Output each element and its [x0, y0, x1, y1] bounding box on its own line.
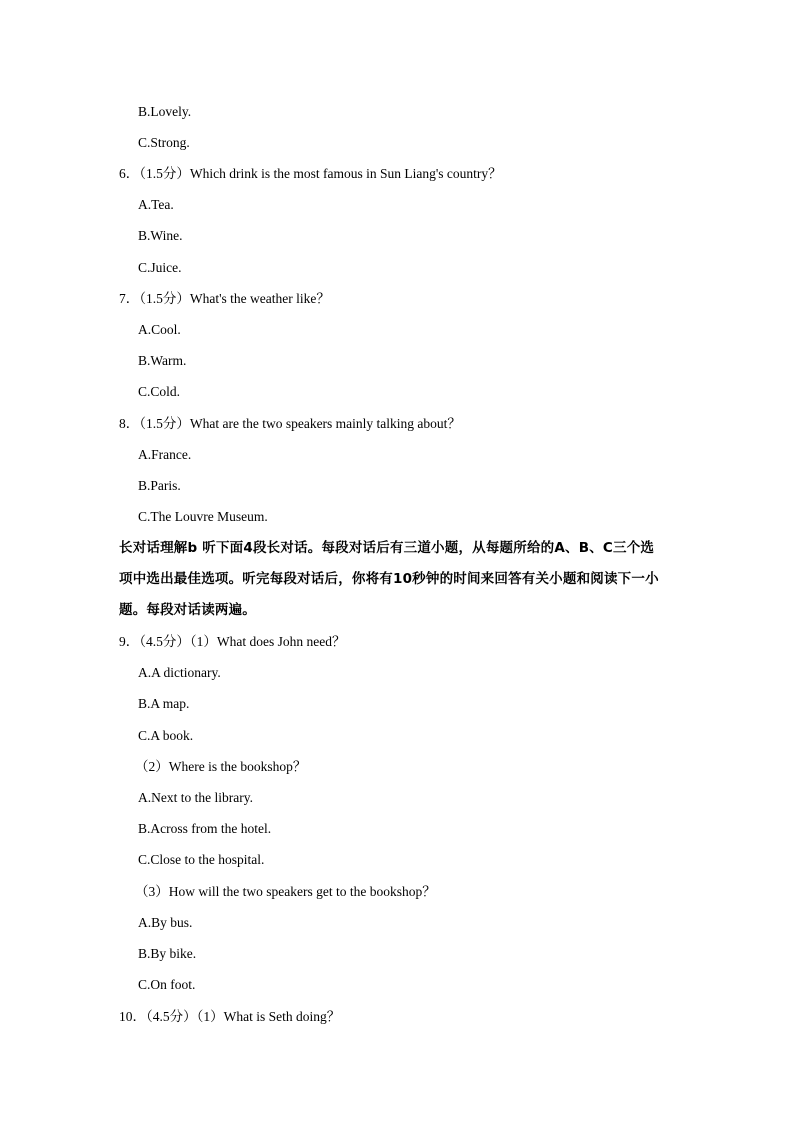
sub-question-text: （2）Where is the bookshop？ — [135, 759, 307, 774]
option-text: B.Warm. — [138, 353, 187, 368]
option-text: A.Next to the library. — [138, 790, 253, 805]
question-text: 7．（1.5分）What's the weather like？ — [119, 291, 330, 306]
option-text: A.Cool. — [138, 322, 181, 337]
option-text: A.By bus. — [138, 915, 193, 930]
option-text: B.Paris. — [138, 478, 181, 493]
option-text: C.Strong. — [138, 135, 190, 150]
option-text: B.A map. — [138, 696, 190, 711]
option-text: C.Close to the hospital. — [138, 852, 265, 867]
question-text: 9．（4.5分）（1）What does John need？ — [119, 634, 346, 649]
option-text: B.Lovely. — [138, 104, 192, 119]
option-text: B.Wine. — [138, 228, 183, 243]
option-text: A.Tea. — [138, 197, 174, 212]
option-text: C.The Louvre Museum. — [138, 509, 268, 524]
section-instruction: 长对话理解b 听下面4段长对话。每段对话后有三道小题，从每题所给的A、B、C三个选 — [119, 540, 655, 556]
option-text: A.France. — [138, 447, 192, 462]
section-instruction: 题。每段对话读两遍。 — [119, 602, 256, 618]
option-text: B.Across from the hotel. — [138, 821, 272, 836]
option-text: C.Cold. — [138, 384, 181, 399]
sub-question-text: （3）How will the two speakers get to the bookshop？ — [135, 884, 436, 899]
option-text: C.On foot. — [138, 977, 196, 992]
option-text: A.A dictionary. — [138, 665, 221, 680]
question-text: 10．（4.5分）（1）What is Seth doing？ — [119, 1009, 341, 1024]
question-text: 8．（1.5分）What are the two speakers mainly talking about？ — [119, 416, 461, 431]
option-text: B.By bike. — [138, 946, 197, 961]
question-text: 6．（1.5分）Which drink is the most famous in Sun Liang's country？ — [119, 166, 502, 181]
option-text: C.A book. — [138, 728, 194, 743]
section-instruction: 项中选出最佳选项。听完每段对话后，你将有10秒钟的时间来回答有关小题和阅读下一小 — [119, 571, 659, 587]
option-text: C.Juice. — [138, 260, 182, 275]
